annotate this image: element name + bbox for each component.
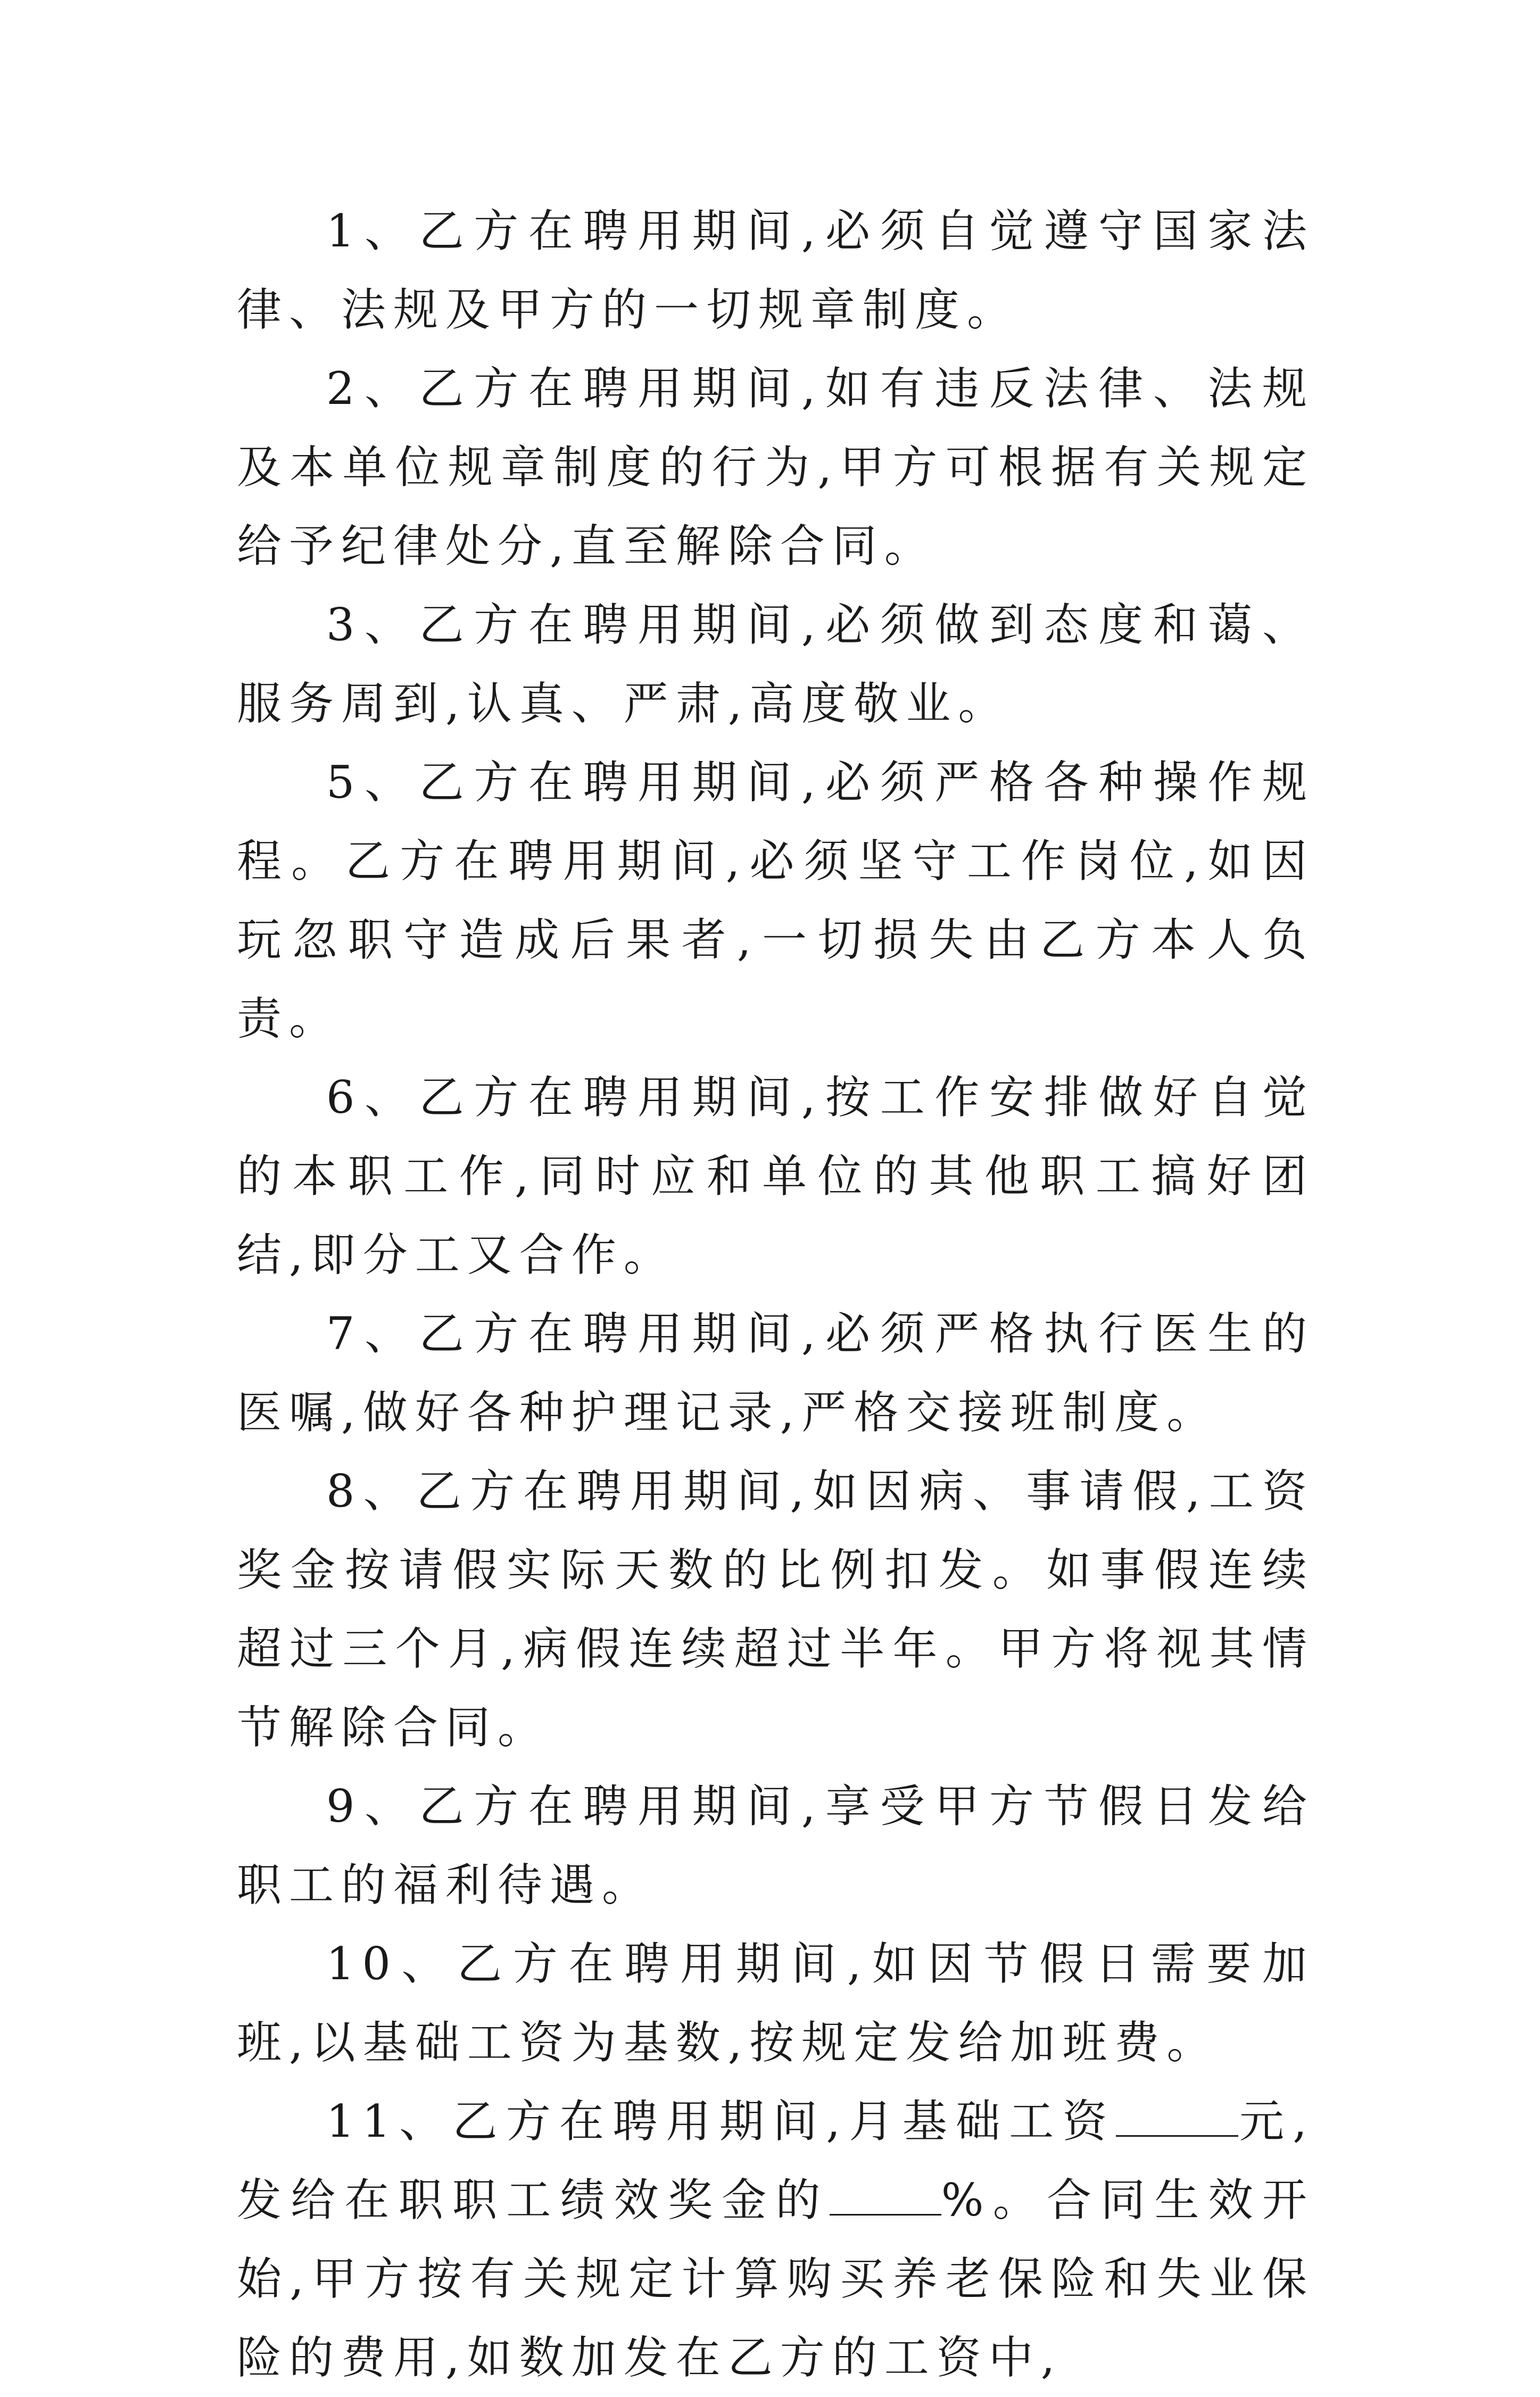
clause-1: 1、乙方在聘用期间,必须自觉遵守国家法律、法规及甲方的一切规章制度。: [237, 205, 1314, 336]
clause-3: 3、乙方在聘用期间,必须做到态度和蔼、服务周到,认真、严肃,高度敬业。: [237, 599, 1314, 730]
clause-2: 2、乙方在聘用期间,如有违反法律、法规及本单位规章制度的行为,甲方可根据有关规定给予纪律处分,直至解除合同。: [237, 362, 1314, 572]
clause-8: 8、乙方在聘用期间,如因病、事请假,工资奖金按请假实际天数的比例扣发。如事假连续超过三个月,病假连续超过半年。甲方将视其情节解除合同。: [237, 1465, 1314, 1754]
clause-7: 7、乙方在聘用期间,必须严格执行医生的医嘱,做好各种护理记录,严格交接班制度。: [237, 1308, 1314, 1439]
document-body: [237, 192, 1314, 2397]
clause-5: 5、乙方在聘用期间,必须严格各种操作规程。乙方在聘用期间,必须坚守工作岗位,如因玩忽职守造成后果者,一切损失由乙方本人负责。: [237, 756, 1314, 1045]
clause-9: 9、乙方在聘用期间,享受甲方节假日发给职工的福利待遇。: [237, 1780, 1314, 1911]
clause-11: [237, 2082, 1314, 2397]
clause-11-part-1: 11、乙方在聘用期间,月基础工资: [326, 2095, 1116, 2147]
clause-10: 10、乙方在聘用期间,如因节假日需要加班,以基础工资为基数,按规定发给加班费。: [237, 1938, 1314, 2069]
clause-11-part-2: 元,发给在职职工绩效奖金的: [237, 2095, 1315, 2226]
salary-blank: [1116, 2093, 1238, 2137]
clause-6: 6、乙方在聘用期间,按工作安排做好自觉的本职工作,同时应和单位的其他职工搞好团结,即分工又合作。: [237, 1071, 1314, 1281]
clause-11-part-3: %。合同生效开始,甲方按有关规定计算购买养老保险和失业保险的费用,如数加发在乙方的工资中,: [237, 2174, 1314, 2384]
